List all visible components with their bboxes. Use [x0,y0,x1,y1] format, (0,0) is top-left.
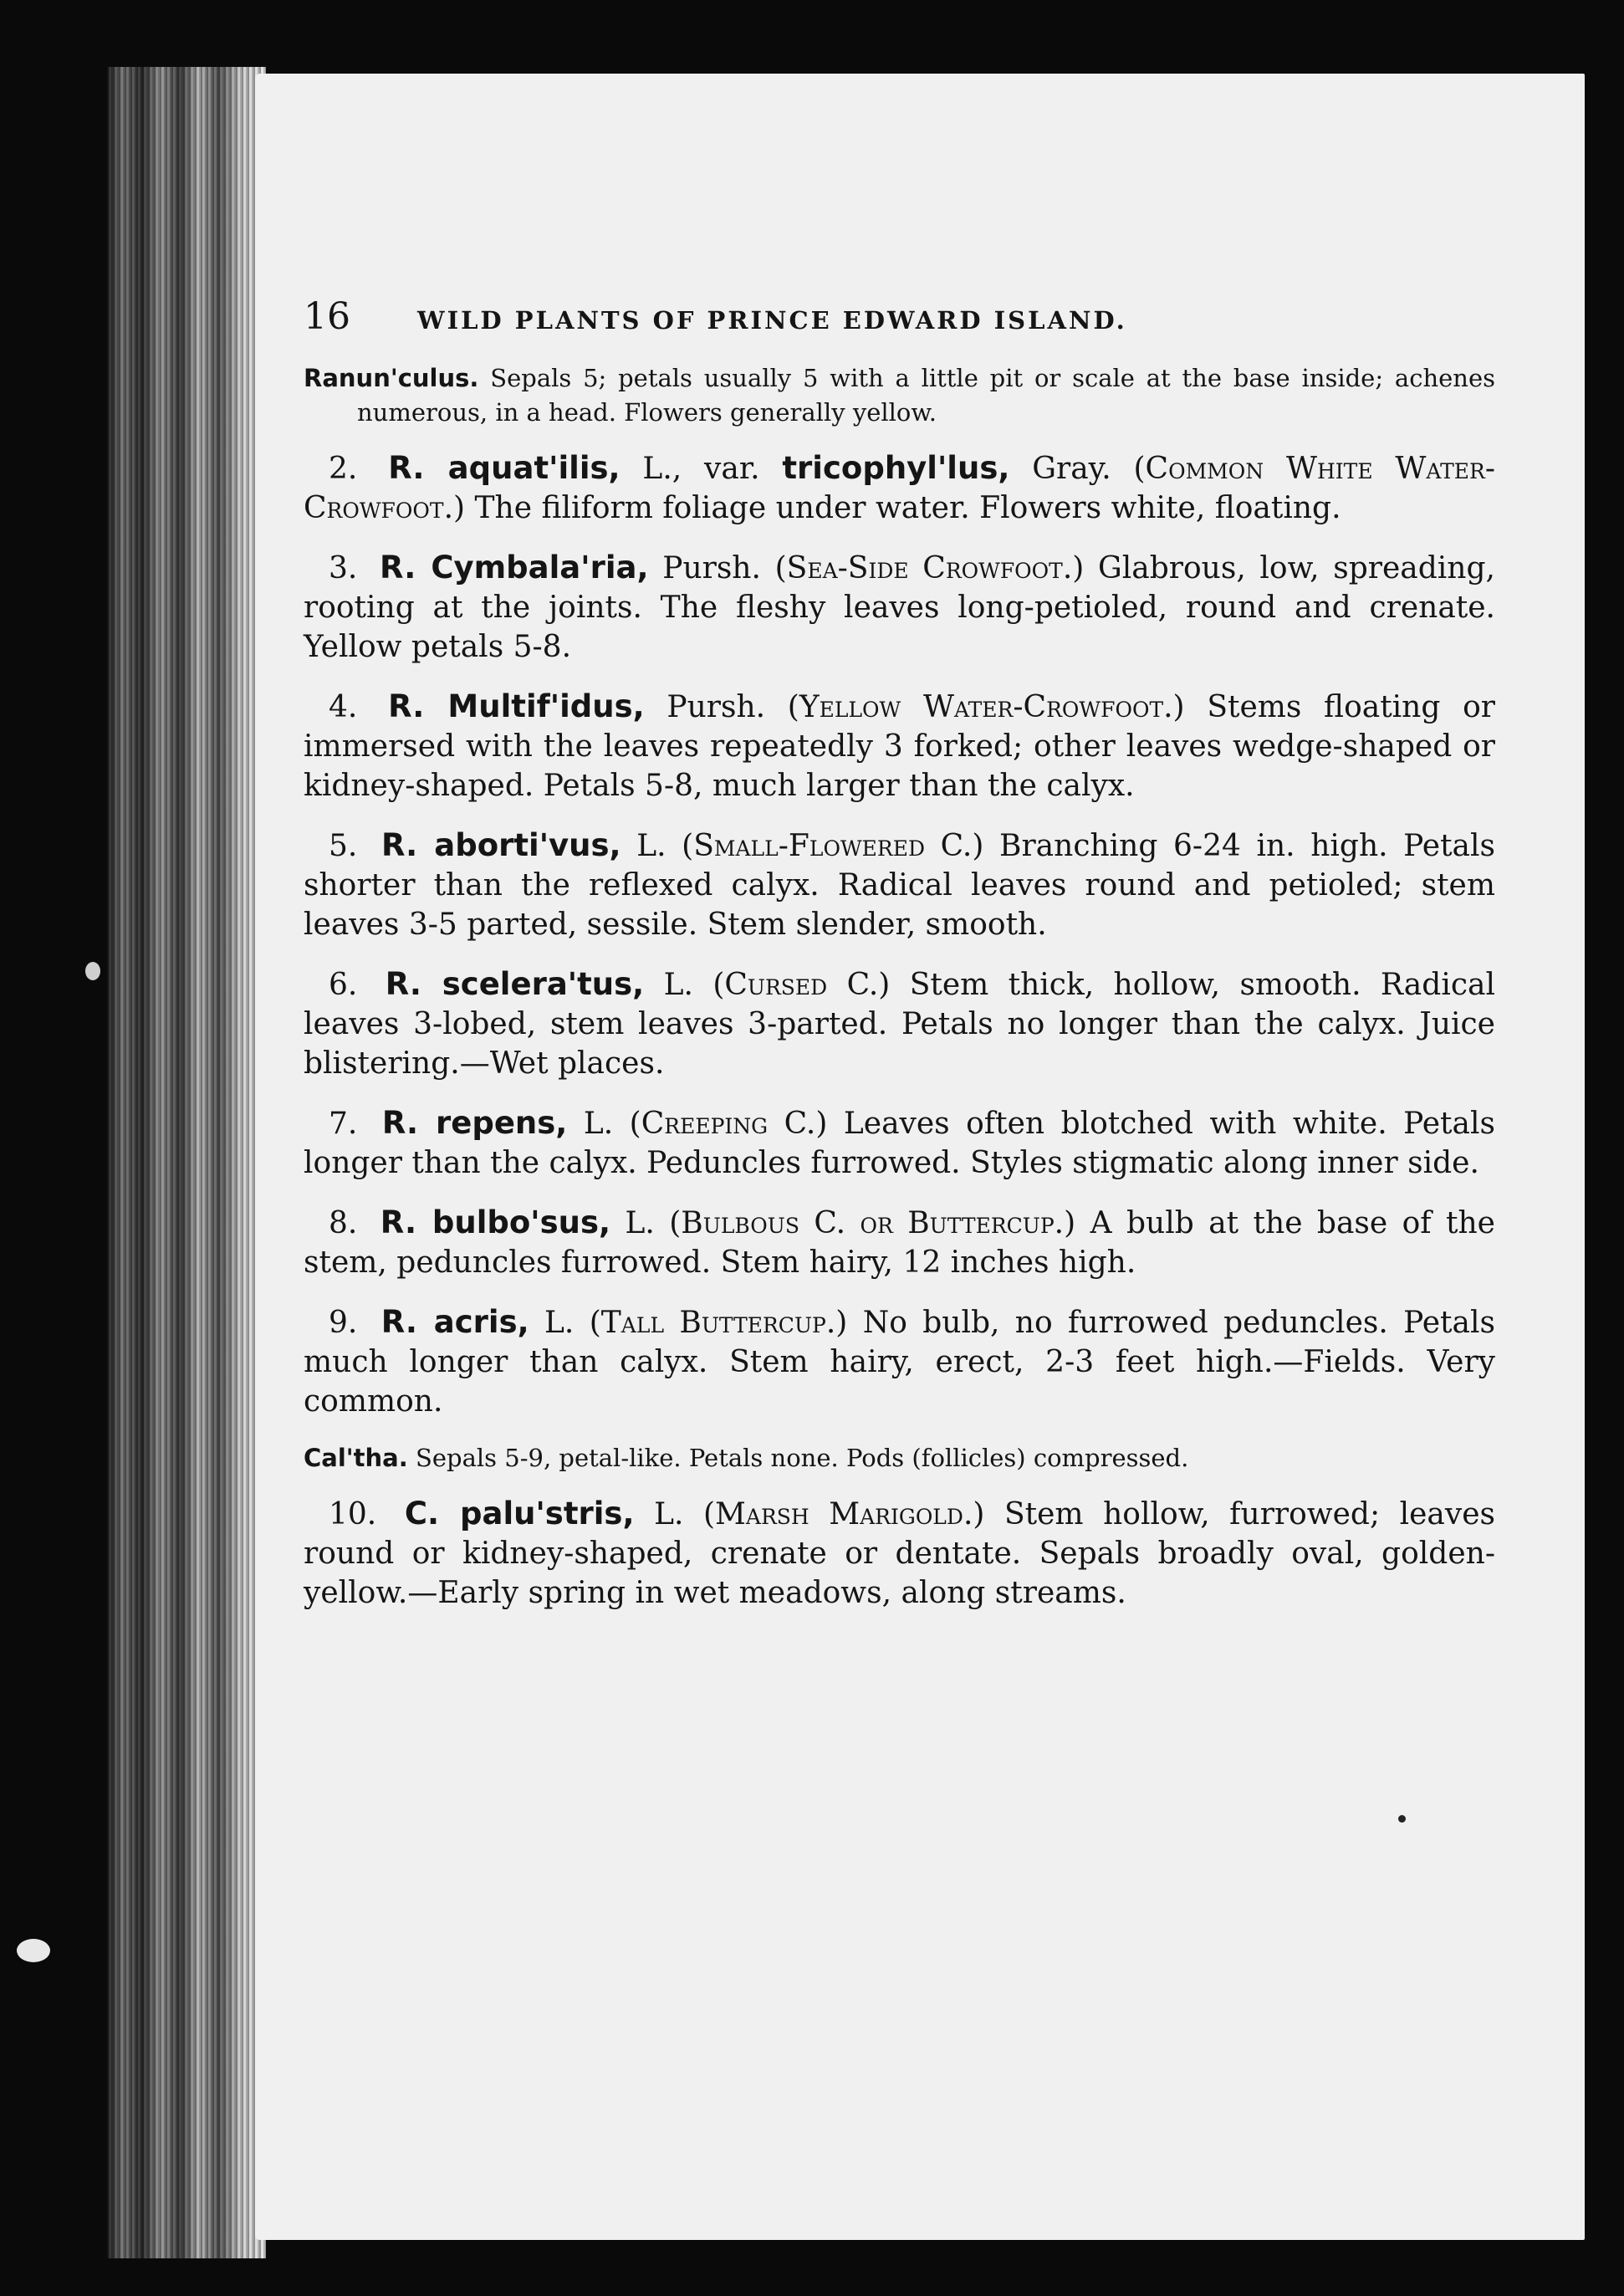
species-entry-8 [304,1203,1495,1282]
species-scientific-name: R. scelera'tus, [385,966,645,1002]
species-entry-9 [304,1302,1495,1421]
species-entry-3 [304,548,1495,667]
page-content [304,171,1495,1633]
scan-speck [85,962,100,980]
running-title: WILD PLANTS OF PRINCE EDWARD ISLAND. [417,306,1127,335]
species-entry-2 [304,448,1495,528]
species-description: Stems floating or immersed with the leaves repeatedly 3 forked; other leaves wedge-shaped or kidney-shaped. Petals 5-8, much larger than the calyx. [304,690,1495,803]
species-common-name: (Bulbous C. or Buttercup.) [669,1206,1076,1240]
species-scientific-name: C. palu'stris, [404,1496,635,1532]
species-scientific-name: R. repens, [381,1105,568,1141]
page-number: 16 [304,295,350,338]
species-scientific-name: R. Cymbala'ria, [380,550,649,586]
species-description: Stem thick, hollow, smooth. Radical leaves 3-lobed, stem leaves 3-parted. Petals no longer than the calyx. Juice blistering.—Wet places. [304,968,1495,1081]
species-number: 7. [329,1107,358,1141]
species-common-name: (Marsh Marigold.) [702,1497,985,1532]
species-number: 2. [329,452,358,486]
genus-name: Cal'tha. [304,1444,408,1472]
species-description: Stem hollow, furrowed; leaves round or kidney-shaped, crenate or dentate. Sepals broadly oval, golden-yellow.—Early spring in wet meadows, along streams. [304,1497,1496,1610]
species-number: 8. [329,1206,358,1240]
species-common-name: (Sea-Side Crowfoot.) [774,551,1085,586]
species-common-name: (Small-Flowered C.) [682,829,984,863]
species-number: 5. [329,829,358,863]
species-description: A bulb at the base of the stem, peduncles furrowed. Stem hairy, 12 inches high. [304,1206,1495,1280]
species-author: L. [583,1107,614,1141]
species-author: L. [636,829,666,863]
species-scientific-name: R. acris, [380,1304,529,1340]
species-scientific-name: R. Multif'idus, [388,688,645,724]
species-entry-10 [304,1494,1495,1613]
species-entry-7 [304,1103,1495,1183]
species-entry-4 [304,687,1495,805]
species-author: Pursh. [666,690,766,724]
species-variety-name: tricophyl'lus, [782,450,1010,486]
genus-caltha [304,1441,1495,1475]
species-common-name: (Yellow Water-Crowfoot.) [787,690,1185,724]
species-number: 4. [329,690,358,724]
book-spine [107,67,266,2258]
genus-description: Sepals 5-9, petal-like. Petals none. Pods (follicles) compressed. [415,1444,1189,1472]
species-description: Branching 6-24 in. high. Petals shorter than the reflexed calyx. Radical leaves round and petioled; stem leaves 3-5 parted, sessile. Stem slender, smooth. [304,829,1496,942]
genus-name: Ranun'culus. [304,364,479,392]
species-description: Leaves often blotched with white. Petals longer than the calyx. Peduncles furrowed. Styles stigmatic along inner side. [304,1107,1495,1180]
species-number: 6. [329,968,358,1002]
species-description: Glabrous, low, spreading, rooting at the joints. The fleshy leaves long-petioled, round and crenate. Yellow petals 5-8. [304,551,1495,664]
species-scientific-name: R. aquat'ilis, [388,450,620,486]
species-author: Pursh. [662,551,761,586]
species-common-name: (Tall Buttercup.) [589,1306,848,1340]
genus-description: Sepals 5; petals usually 5 with a little pit or scale at the base inside; achenes numerous, in a head. Flowers generally yellow. [357,364,1496,427]
species-author: L. [544,1306,575,1340]
species-number: 9. [329,1306,358,1340]
species-scientific-name: R. bulbo'sus, [380,1204,611,1240]
genus-ranunculus [304,361,1495,430]
species-number: 3. [329,551,358,586]
species-scientific-name: R. aborti'vus, [380,827,621,863]
species-common-name: (Common White Water-Crowfoot.) [304,452,1495,525]
species-author: L. [663,968,693,1002]
species-author: L., var. [642,452,760,486]
running-header [304,295,1495,338]
species-common-name: (Creeping C.) [629,1107,828,1141]
scan-speck [17,1939,50,1962]
species-number: 10. [329,1497,377,1532]
species-description: The filiform foliage under water. Flowers white, floating. [474,491,1341,525]
species-author: L. [625,1206,655,1240]
species-author: L. [654,1497,684,1532]
scan-speck [1398,1815,1406,1823]
species-variety-author: Gray. [1032,452,1111,486]
species-entry-6 [304,964,1495,1083]
species-common-name: (Cursed C.) [712,968,891,1002]
species-entry-5 [304,826,1495,944]
species-description: No bulb, no furrowed peduncles. Petals much longer than calyx. Stem hairy, erect, 2-3 feet high.—Fields. Very common. [304,1306,1495,1419]
